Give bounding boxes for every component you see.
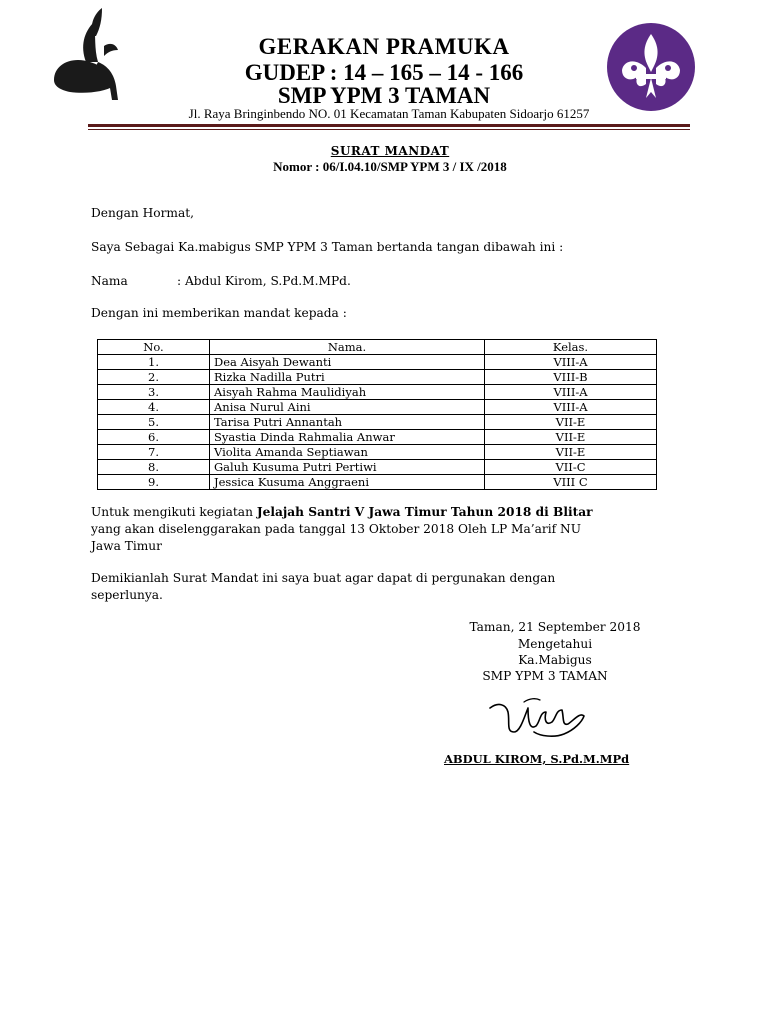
school-address: Jl. Raya Bringinbendo NO. 01 Kecamatan Taman Kabupaten Sidoarjo 61257 xyxy=(188,106,590,121)
row-name: Jessica Kusuma Anggraeni xyxy=(210,475,485,490)
row-name: Rizka Nadilla Putri xyxy=(210,370,485,385)
table-row xyxy=(98,445,657,460)
activity-paragraph xyxy=(91,504,691,555)
closing-paragraph xyxy=(91,570,691,604)
table-header-row xyxy=(98,340,657,355)
row-class: VII-E xyxy=(485,445,657,460)
sign-role: Ka.Mabigus xyxy=(518,653,592,667)
activity-prefix: Untuk mengikuti kegiatan xyxy=(91,505,257,519)
row-name: Aisyah Rahma Maulidiyah xyxy=(210,385,485,400)
row-class: VIII-A xyxy=(485,355,657,370)
sign-institution: SMP YPM 3 TAMAN xyxy=(482,669,608,683)
name-label: Nama xyxy=(91,274,128,288)
table-row xyxy=(98,475,657,490)
row-no: 5. xyxy=(98,415,210,430)
intro-line: Saya Sebagai Ka.mabigus SMP YPM 3 Taman bertanda tangan dibawah ini : xyxy=(91,240,564,254)
handwritten-signature xyxy=(484,688,594,740)
row-name: Syastia Dinda Rahmalia Anwar xyxy=(210,430,485,445)
name-value: : Abdul Kirom, S.Pd.M.MPd. xyxy=(177,274,351,288)
mandate-table xyxy=(97,339,657,490)
header-no: No. xyxy=(98,340,210,355)
gudep-number: GUDEP : 14 – 165 – 14 - 166 xyxy=(244,60,524,85)
header-rule-thin xyxy=(88,129,690,130)
table-row xyxy=(98,415,657,430)
row-no: 7. xyxy=(98,445,210,460)
row-class: VIII-B xyxy=(485,370,657,385)
row-class: VII-E xyxy=(485,430,657,445)
row-no: 2. xyxy=(98,370,210,385)
signer-name: ABDUL KIROM, S.Pd.M.MPd xyxy=(444,752,630,766)
table-row xyxy=(98,385,657,400)
row-name: Violita Amanda Septiawan xyxy=(210,445,485,460)
row-class: VIII-A xyxy=(485,385,657,400)
sign-place-date: Taman, 21 September 2018 xyxy=(469,620,641,634)
row-no: 3. xyxy=(98,385,210,400)
table-row xyxy=(98,370,657,385)
row-class: VII-C xyxy=(485,460,657,475)
header-class: Kelas. xyxy=(485,340,657,355)
table-row xyxy=(98,430,657,445)
row-no: 9. xyxy=(98,475,210,490)
activity-line-2: yang akan diselenggarakan pada tanggal 13 Oktober 2018 Oleh LP Ma’arif NU xyxy=(91,522,581,536)
school-name: SMP YPM 3 TAMAN xyxy=(277,83,491,108)
activity-line-3: Jawa Timur xyxy=(91,539,162,553)
table-row xyxy=(98,460,657,475)
row-class: VII-E xyxy=(485,415,657,430)
activity-name: Jelajah Santri V Jawa Timur Tahun 2018 di Blitar xyxy=(256,505,593,519)
header-name: Nama. xyxy=(210,340,485,355)
header-rule-thick xyxy=(88,124,690,127)
row-name: Anisa Nurul Aini xyxy=(210,400,485,415)
mandate-line: Dengan ini memberikan mandat kepada : xyxy=(91,306,347,320)
table-row xyxy=(98,400,657,415)
row-class: VIII C xyxy=(485,475,657,490)
table-row xyxy=(98,355,657,370)
org-name: GERAKAN PRAMUKA xyxy=(258,34,510,59)
greeting: Dengan Hormat, xyxy=(91,206,195,220)
letter-title: SURAT MANDAT xyxy=(330,144,450,158)
sign-acknowledged: Mengetahui xyxy=(517,637,593,651)
row-no: 4. xyxy=(98,400,210,415)
row-class: VIII-A xyxy=(485,400,657,415)
letter-number: Nomor : 06/I.04.10/SMP YPM 3 / IX /2018 xyxy=(273,159,507,174)
row-no: 6. xyxy=(98,430,210,445)
closing-line-2: seperlunya. xyxy=(91,588,163,602)
row-name: Galuh Kusuma Putri Pertiwi xyxy=(210,460,485,475)
row-no: 1. xyxy=(98,355,210,370)
row-no: 8. xyxy=(98,460,210,475)
row-name: Dea Aisyah Dewanti xyxy=(210,355,485,370)
closing-line-1: Demikianlah Surat Mandat ini saya buat agar dapat di pergunakan dengan xyxy=(91,571,556,585)
row-name: Tarisa Putri Annantah xyxy=(210,415,485,430)
